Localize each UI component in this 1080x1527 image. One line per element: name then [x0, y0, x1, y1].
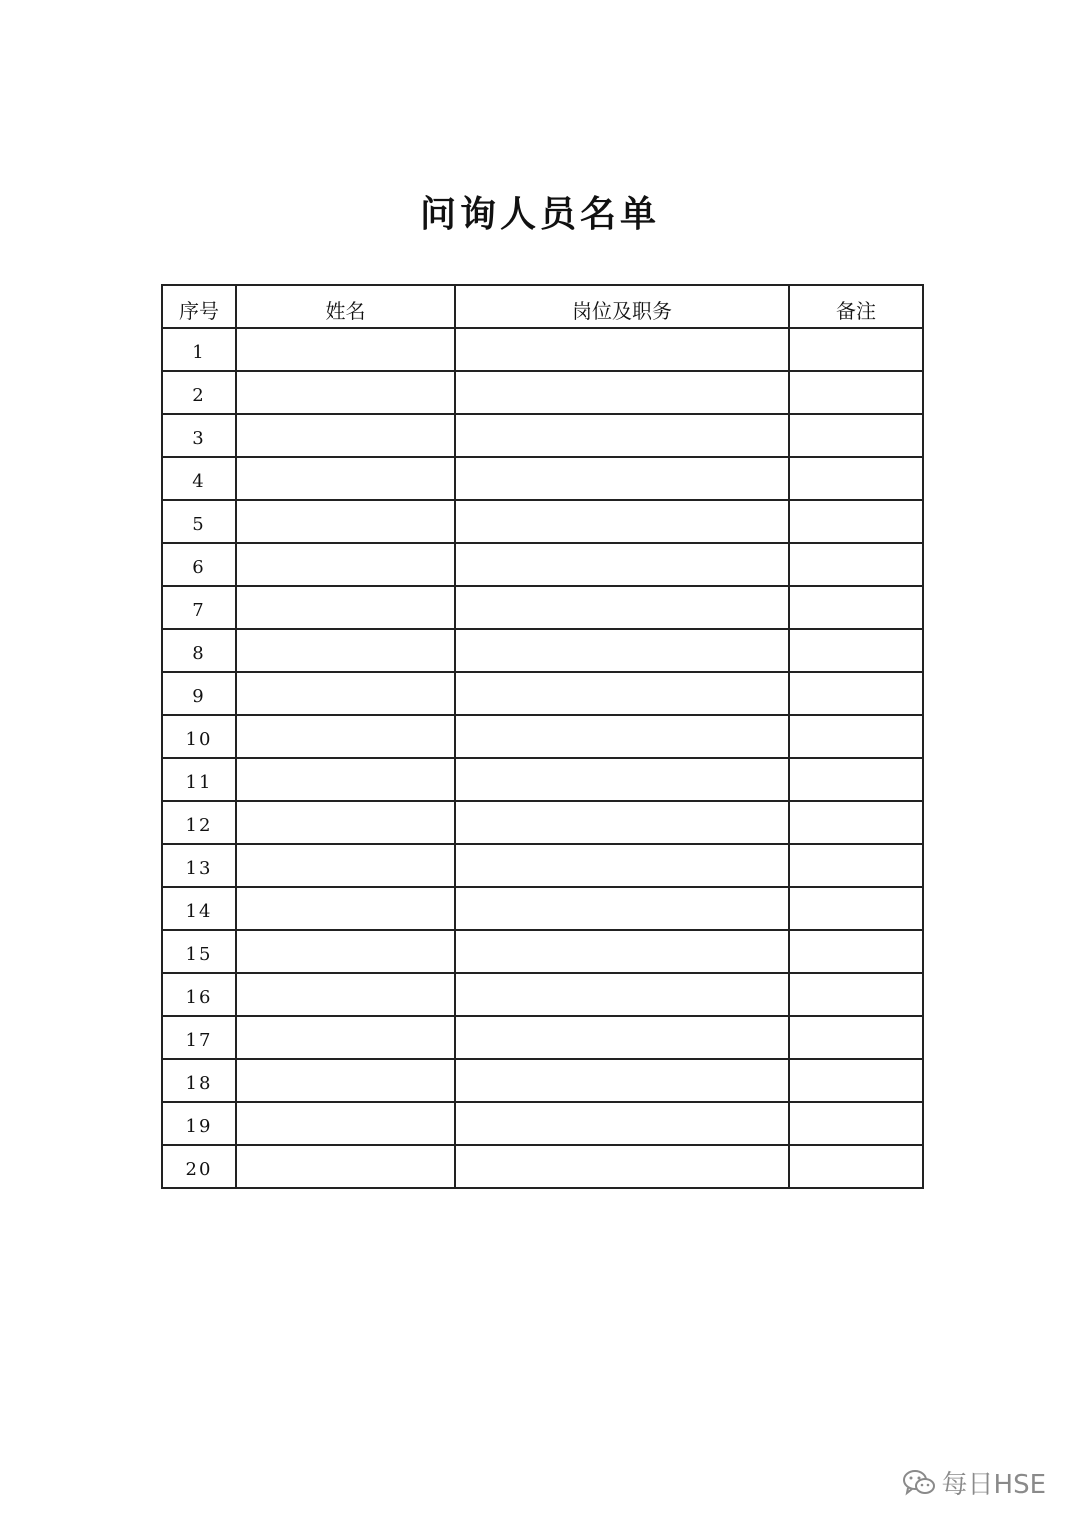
- row-name-cell[interactable]: [236, 801, 455, 844]
- row-index-cell: 14: [162, 887, 236, 930]
- row-name-cell[interactable]: [236, 1102, 455, 1145]
- row-position-cell[interactable]: [455, 844, 789, 887]
- table-row: [162, 1016, 923, 1059]
- watermark: [902, 1464, 1046, 1501]
- row-remark-cell[interactable]: [789, 371, 923, 414]
- row-name-cell[interactable]: [236, 1145, 455, 1188]
- row-name-cell[interactable]: [236, 973, 455, 1016]
- row-name-cell[interactable]: [236, 414, 455, 457]
- row-index-cell: 19: [162, 1102, 236, 1145]
- row-name-cell[interactable]: [236, 887, 455, 930]
- row-name-cell[interactable]: [236, 1016, 455, 1059]
- table-row: [162, 758, 923, 801]
- row-position-cell[interactable]: [455, 887, 789, 930]
- row-position-cell[interactable]: [455, 1016, 789, 1059]
- row-index-cell: 1: [162, 328, 236, 371]
- row-name-cell[interactable]: [236, 629, 455, 672]
- row-name-cell[interactable]: [236, 371, 455, 414]
- row-position-cell[interactable]: [455, 414, 789, 457]
- row-position-cell[interactable]: [455, 500, 789, 543]
- row-remark-cell[interactable]: [789, 500, 923, 543]
- row-position-cell[interactable]: [455, 672, 789, 715]
- row-index-cell: 13: [162, 844, 236, 887]
- table-row: [162, 887, 923, 930]
- row-index-cell: 15: [162, 930, 236, 973]
- table-row: [162, 500, 923, 543]
- row-index-cell: 11: [162, 758, 236, 801]
- row-remark-cell[interactable]: [789, 629, 923, 672]
- table-row: [162, 973, 923, 1016]
- row-index-cell: 3: [162, 414, 236, 457]
- row-position-cell[interactable]: [455, 1102, 789, 1145]
- row-name-cell[interactable]: [236, 715, 455, 758]
- table-row: [162, 930, 923, 973]
- row-index-cell: 2: [162, 371, 236, 414]
- row-name-cell[interactable]: [236, 758, 455, 801]
- row-remark-cell[interactable]: [789, 1016, 923, 1059]
- row-position-cell[interactable]: [455, 629, 789, 672]
- table-row: [162, 414, 923, 457]
- table-row: [162, 844, 923, 887]
- row-name-cell[interactable]: [236, 844, 455, 887]
- header-index: 序号: [162, 285, 236, 328]
- row-index-cell: 9: [162, 672, 236, 715]
- row-remark-cell[interactable]: [789, 1059, 923, 1102]
- row-index-cell: 4: [162, 457, 236, 500]
- row-remark-cell[interactable]: [789, 887, 923, 930]
- row-name-cell[interactable]: [236, 500, 455, 543]
- row-index-cell: 10: [162, 715, 236, 758]
- wechat-icon: [902, 1469, 936, 1497]
- row-remark-cell[interactable]: [789, 1102, 923, 1145]
- header-position: 岗位及职务: [455, 285, 789, 328]
- row-name-cell[interactable]: [236, 586, 455, 629]
- table-row: [162, 801, 923, 844]
- header-name: 姓名: [236, 285, 455, 328]
- page-title: 问询人员名单: [419, 194, 660, 235]
- row-remark-cell[interactable]: [789, 543, 923, 586]
- row-remark-cell[interactable]: [789, 801, 923, 844]
- table-header-row: [162, 285, 923, 328]
- row-position-cell[interactable]: [455, 930, 789, 973]
- row-remark-cell[interactable]: [789, 414, 923, 457]
- table-row: [162, 371, 923, 414]
- row-position-cell[interactable]: [455, 586, 789, 629]
- row-name-cell[interactable]: [236, 930, 455, 973]
- row-name-cell[interactable]: [236, 672, 455, 715]
- row-position-cell[interactable]: [455, 457, 789, 500]
- row-position-cell[interactable]: [455, 801, 789, 844]
- row-remark-cell[interactable]: [789, 758, 923, 801]
- table-row: [162, 629, 923, 672]
- row-position-cell[interactable]: [455, 543, 789, 586]
- row-name-cell[interactable]: [236, 457, 455, 500]
- table-row: [162, 457, 923, 500]
- row-index-cell: 16: [162, 973, 236, 1016]
- row-index-cell: 7: [162, 586, 236, 629]
- row-remark-cell[interactable]: [789, 586, 923, 629]
- table-row: [162, 543, 923, 586]
- row-remark-cell[interactable]: [789, 328, 923, 371]
- watermark-text: 每日HSE: [941, 1470, 1046, 1500]
- row-remark-cell[interactable]: [789, 715, 923, 758]
- row-index-cell: 8: [162, 629, 236, 672]
- row-remark-cell[interactable]: [789, 973, 923, 1016]
- row-name-cell[interactable]: [236, 543, 455, 586]
- row-position-cell[interactable]: [455, 1145, 789, 1188]
- row-remark-cell[interactable]: [789, 457, 923, 500]
- row-index-cell: 17: [162, 1016, 236, 1059]
- row-position-cell[interactable]: [455, 973, 789, 1016]
- row-name-cell[interactable]: [236, 328, 455, 371]
- row-index-cell: 20: [162, 1145, 236, 1188]
- row-remark-cell[interactable]: [789, 672, 923, 715]
- row-remark-cell[interactable]: [789, 1145, 923, 1188]
- row-position-cell[interactable]: [455, 1059, 789, 1102]
- table-row: [162, 1059, 923, 1102]
- table-body: [162, 328, 923, 1188]
- row-position-cell[interactable]: [455, 371, 789, 414]
- row-position-cell[interactable]: [455, 715, 789, 758]
- table-row: [162, 1102, 923, 1145]
- row-name-cell[interactable]: [236, 1059, 455, 1102]
- header-remark: 备注: [789, 285, 923, 328]
- row-position-cell[interactable]: [455, 328, 789, 371]
- row-remark-cell[interactable]: [789, 930, 923, 973]
- row-position-cell[interactable]: [455, 758, 789, 801]
- row-index-cell: 6: [162, 543, 236, 586]
- table-row: [162, 586, 923, 629]
- row-remark-cell[interactable]: [789, 844, 923, 887]
- table-row: [162, 328, 923, 371]
- table-row: [162, 715, 923, 758]
- row-index-cell: 5: [162, 500, 236, 543]
- table-row: [162, 1145, 923, 1188]
- roster-table: [161, 284, 924, 1189]
- row-index-cell: 18: [162, 1059, 236, 1102]
- table-row: [162, 672, 923, 715]
- row-index-cell: 12: [162, 801, 236, 844]
